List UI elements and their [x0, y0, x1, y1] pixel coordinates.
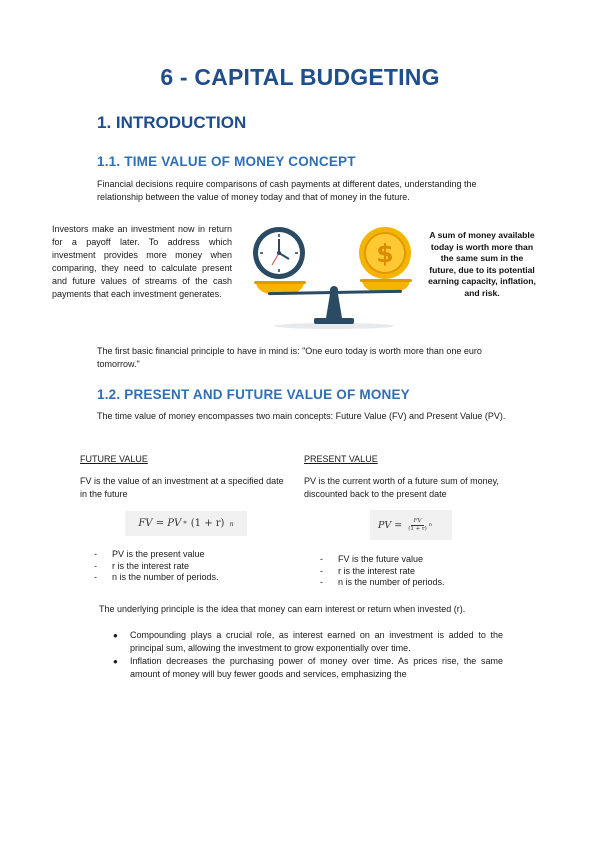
- dollar-coin-icon: [359, 227, 411, 279]
- list-item-inflation: ● Inflation decreases the purchasing power of money over time. As prices rise, the same amount of money will buy fewer goods and services, emphasizing the: [113, 655, 503, 681]
- section-heading-introduction: 1. INTRODUCTION: [97, 113, 247, 132]
- present-value-variables-list: [320, 554, 520, 589]
- list-item: - r is the interest rate: [320, 566, 520, 578]
- document-title: 6 - CAPITAL BUDGETING: [160, 64, 440, 90]
- underlying-principle-paragraph: The underlying principle is the idea that money can earn interest or return when invested (r).: [99, 604, 466, 614]
- present-value-label: PRESENT VALUE: [304, 454, 378, 464]
- list-item: - FV is the future value: [320, 554, 520, 566]
- present-value-formula: PV = $\frac{FV}{(1 + r)}$ n: [370, 510, 452, 540]
- principle-bullets-list: [113, 629, 503, 681]
- clock-icon: [253, 227, 305, 279]
- time-value-concepts-paragraph: The time value of money encompasses two main concepts: Future Value (FV) and Present Value (PV).: [97, 411, 506, 421]
- future-value-formula: FV = PV * (1 + r) n: [125, 511, 247, 536]
- list-item: - n is the number of periods.: [320, 577, 520, 589]
- list-item: - r is the interest rate: [94, 561, 294, 573]
- list-item: - n is the number of periods.: [94, 572, 294, 584]
- sum-of-money-callout: A sum of money available today is worth more than the same sum in the future, due to its potential earning capacity, inflation, and risk.: [428, 230, 536, 298]
- subsection-heading-present-future-value: 1.2. PRESENT AND FUTURE VALUE OF MONEY: [97, 387, 410, 402]
- future-value-label: FUTURE VALUE: [80, 454, 148, 464]
- balance-scale-illustration: [248, 220, 420, 330]
- list-item: - PV is the present value: [94, 549, 294, 561]
- svg-text:$: $: [376, 239, 394, 268]
- subsection-heading-time-value: 1.1. TIME VALUE OF MONEY CONCEPT: [97, 154, 356, 169]
- investors-paragraph: Investors make an investment now in return for a payoff later. To address which investment provides more money when comparing, they need to calculate present and future values of streams of the cash payments that each investment generates.: [52, 224, 232, 299]
- present-value-definition: PV is the current worth of a future sum of money, discounted back to the present date: [304, 476, 499, 499]
- balance-scale-icon: [248, 220, 420, 330]
- time-value-intro-paragraph: Financial decisions require comparisons of cash payments at different dates, understanding the relationship between the value of money today and that of money in the future.: [97, 179, 477, 202]
- future-value-definition: FV is the value of an investment at a specified date in the future: [80, 476, 284, 499]
- first-principle-paragraph: The first basic financial principle to have in mind is: "One euro today is worth more than one euro tomorrow.": [97, 346, 482, 369]
- list-item-compounding: ● Compounding plays a crucial role, as interest earned on an investment is added to the principal sum, allowing the investment to grow exponentially over time.: [113, 629, 503, 655]
- future-value-variables-list: [94, 549, 294, 584]
